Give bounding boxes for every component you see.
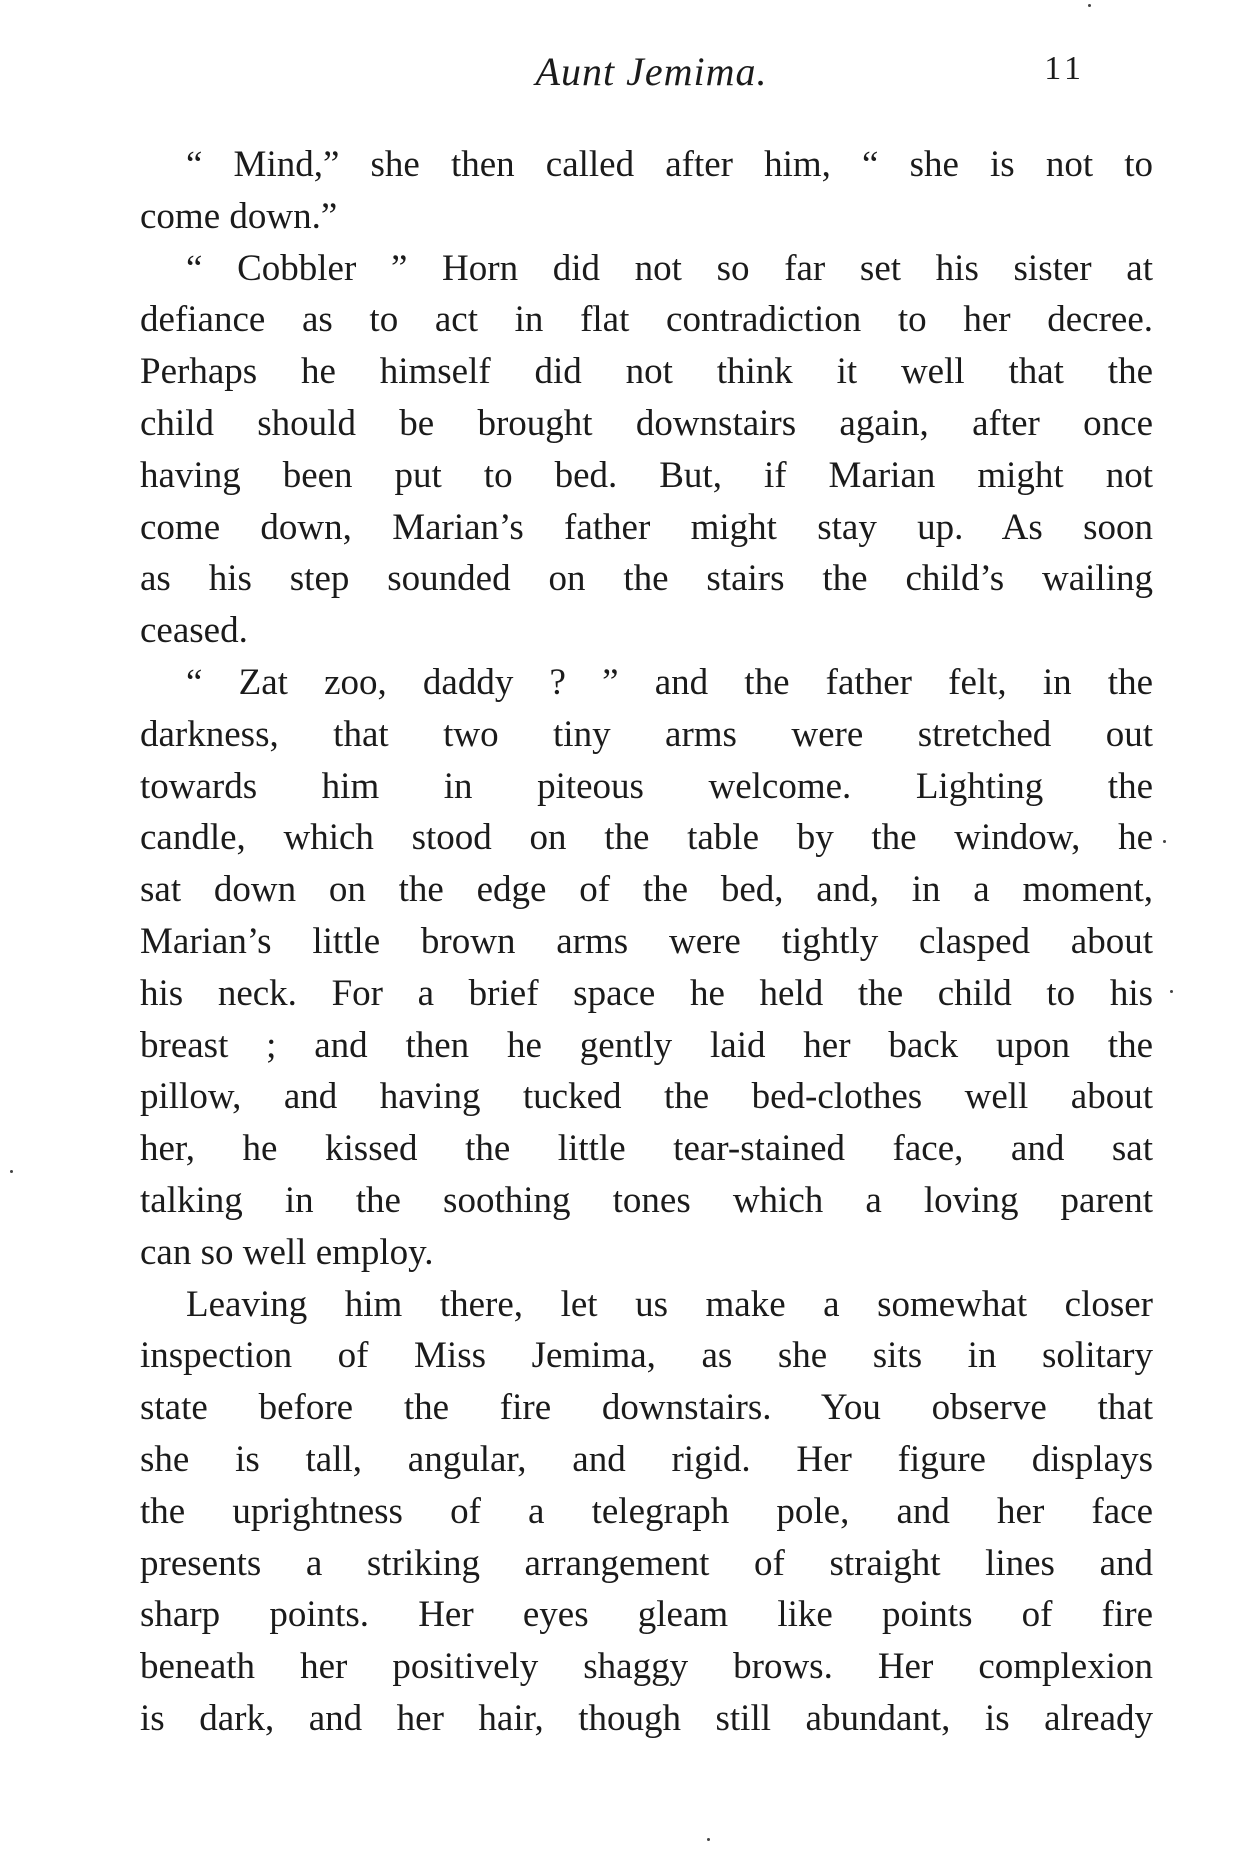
text-line: breast ; and then he gently laid her back upon the: [140, 1024, 1153, 1066]
running-head: [140, 48, 1163, 98]
text-line: Leaving him there, let us make a somewhat closer: [186, 1283, 1153, 1325]
scan-speck: [1088, 4, 1091, 7]
text-line: her, he kissed the little tear-stained face, and sat: [140, 1128, 1153, 1170]
text-line: Marian’s little brown arms were tightly clasped about: [140, 920, 1153, 962]
text-line: “ Zat zoo, daddy ? ” and the father felt, in the: [186, 661, 1153, 703]
body-text: [140, 139, 1153, 1745]
text-line: darkness, that two tiny arms were stretched out: [140, 713, 1153, 755]
page-number: 11: [1044, 50, 1085, 87]
text-line: as his step sounded on the stairs the child’s wailing: [140, 558, 1153, 600]
text-line: “ Mind,” she then called after him, “ she is not to: [186, 144, 1153, 185]
text-line: sharp points. Her eyes gleam like points of fire: [140, 1594, 1153, 1636]
scan-speck: [707, 1838, 710, 1841]
text-line: come down.”: [140, 195, 338, 237]
text-line: inspection of Miss Jemima, as she sits in solitary: [140, 1335, 1153, 1377]
scan-speck: [10, 1170, 13, 1173]
text-line: child should be brought downstairs again, after once: [140, 402, 1153, 444]
text-line: his neck. For a brief space he held the child to his: [140, 972, 1153, 1014]
text-line: presents a striking arrangement of straight lines and: [140, 1542, 1153, 1584]
text-line: talking in the soothing tones which a loving parent: [140, 1179, 1153, 1221]
scan-speck: [1170, 990, 1173, 993]
text-line: towards him in piteous welcome. Lighting the: [140, 765, 1153, 807]
text-line: ceased.: [140, 610, 248, 652]
text-line: sat down on the edge of the bed, and, in a moment,: [140, 869, 1153, 911]
text-line: she is tall, angular, and rigid. Her figure displays: [140, 1438, 1153, 1480]
text-line: the uprightness of a telegraph pole, and her face: [140, 1490, 1153, 1532]
text-line: Perhaps he himself did not think it well that the: [140, 351, 1153, 393]
text-line: come down, Marian’s father might stay up. As soon: [140, 506, 1153, 548]
text-line: state before the fire downstairs. You observe that: [140, 1387, 1153, 1429]
text-line: is dark, and her hair, though still abundant, is already: [140, 1697, 1153, 1739]
scan-speck: [1163, 840, 1166, 843]
text-line: can so well employ.: [140, 1231, 434, 1273]
text-line: beneath her positively shaggy brows. Her complexion: [140, 1646, 1153, 1688]
running-title: Aunt Jemima.: [535, 49, 768, 94]
text-line: defiance as to act in flat contradiction to her decree.: [140, 299, 1153, 341]
text-line: pillow, and having tucked the bed-clothes well about: [140, 1076, 1153, 1118]
text-line: having been put to bed. But, if Marian might not: [140, 454, 1153, 496]
text-line: “ Cobbler ” Horn did not so far set his sister at: [186, 247, 1153, 289]
text-line: candle, which stood on the table by the window, he: [140, 817, 1153, 859]
